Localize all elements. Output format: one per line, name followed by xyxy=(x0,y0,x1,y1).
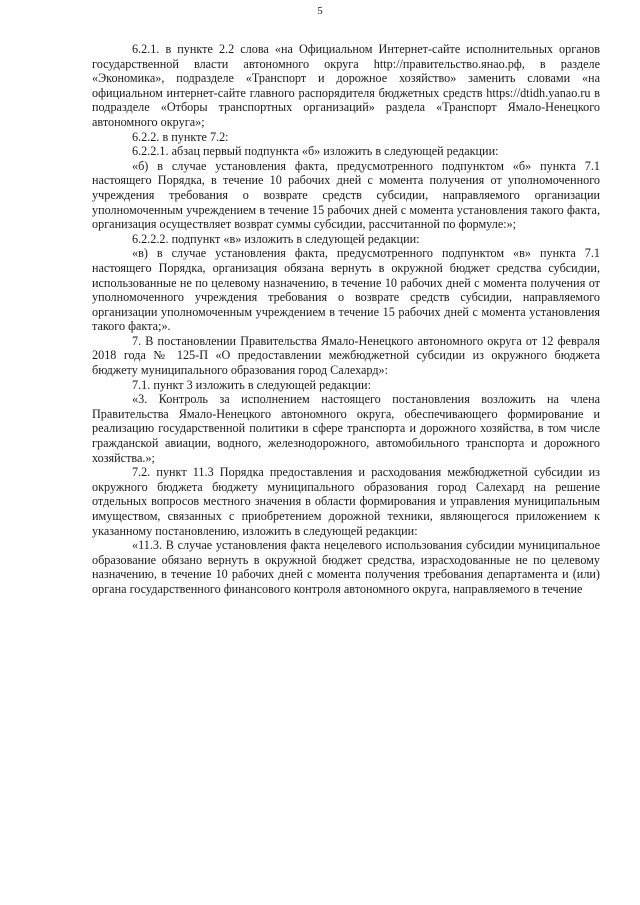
page-number: 5 xyxy=(317,5,323,17)
paragraph-6-2-2-1: 6.2.2.1. абзац первый подпункта «б» изложить в следующей редакции: xyxy=(132,144,499,159)
paragraph-6-2-2: 6.2.2. в пункте 7.2: xyxy=(132,129,229,144)
paragraph-subitem-b: «б) в случае установления факта, предусмотренного подпунктом «б» пункта 7.1 настоящего Порядка, в течение 10 рабочих дней с момента получения от уполномоченного учреждения требования о возврате средств субсидии, направляемого организации уполномоченным учреждением в течение 15 рабочих дней с момента установления такого факта, организация осуществляет возврат суммы субсидии, рассчитанной по формуле:»; xyxy=(92,158,600,232)
document-body xyxy=(92,42,600,597)
paragraph-7: 7. В постановлении Правительства Ямало-Ненецкого автономного округа от 12 февраля 2018 года № 125-П «О предоставлении межбюджетной субсидии из окружного бюджета бюджету муниципального образования город Салехард»: xyxy=(92,333,600,378)
paragraph-item-3: «3. Контроль за исполнением настоящего постановления возложить на члена Правительства Ямало-Ненецкого автономного округа, обеспечивающего формирование и реализацию государственной политики в сфере транспорта и дорожного хозяйства, в том числе гражданской авиации, водного, железнодорожного, автомобильного транспорта и дорожного хозяйства.»; xyxy=(92,392,600,465)
paragraph-7-2: 7.2. пункт 11.3 Порядка предоставления и расходования межбюджетной субсидии из окружного бюджета бюджету муниципального образования город Салехард на решение отдельных вопросов местного значения в области формирования и управления муниципальным имуществом, связанных с приобретением дорожной техники, являющегося приложением к указанному постановлению, изложить в следующей редакции: xyxy=(92,465,600,538)
paragraph-7-1: 7.1. пункт 3 изложить в следующей редакции: xyxy=(132,377,371,392)
paragraph-11-3: «11.3. В случае установления факта нецелевого использования субсидии муниципальное образование обязано вернуть в окружной бюджет средства, израсходованные не по целевому назначению, в течение 10 рабочих дней с момента получения требования департамента и (или) органа государственного финансового контроля автономного округа, направляемого в течение xyxy=(92,538,600,596)
paragraph-6-2-2-2: 6.2.2.2. подпункт «в» изложить в следующей редакции: xyxy=(132,231,420,246)
paragraph-6-2-1: 6.2.1. в пункте 2.2 слова «на Официальном Интернет-сайте исполнительных органов государственной власти автономного округа http://правительство.янао.рф, в разделе «Экономика», подразделе «Транспорт и дорожное хозяйство» заменить словами «на официальном интернет-сайте главного распорядителя бюджетных средств https://dtidh.yanao.ru в подразделе «Отборы транспортных организаций» раздела «Транспорт Ямало-Ненецкого автономного округа»; xyxy=(92,42,600,129)
paragraph-subitem-v: «в) в случае установления факта, предусмотренного подпунктом «в» пункта 7.1 настоящего Порядка, организация обязана вернуть в окружной бюджет средства субсидии, использованные не по целевому назначению, в течение 10 рабочих дней с момента получения от уполномоченного учреждения требования о возврате средств субсидии, направляемого организации уполномоченным учреждением в течение 15 рабочих дней с момента установления такого факта;». xyxy=(92,246,600,334)
